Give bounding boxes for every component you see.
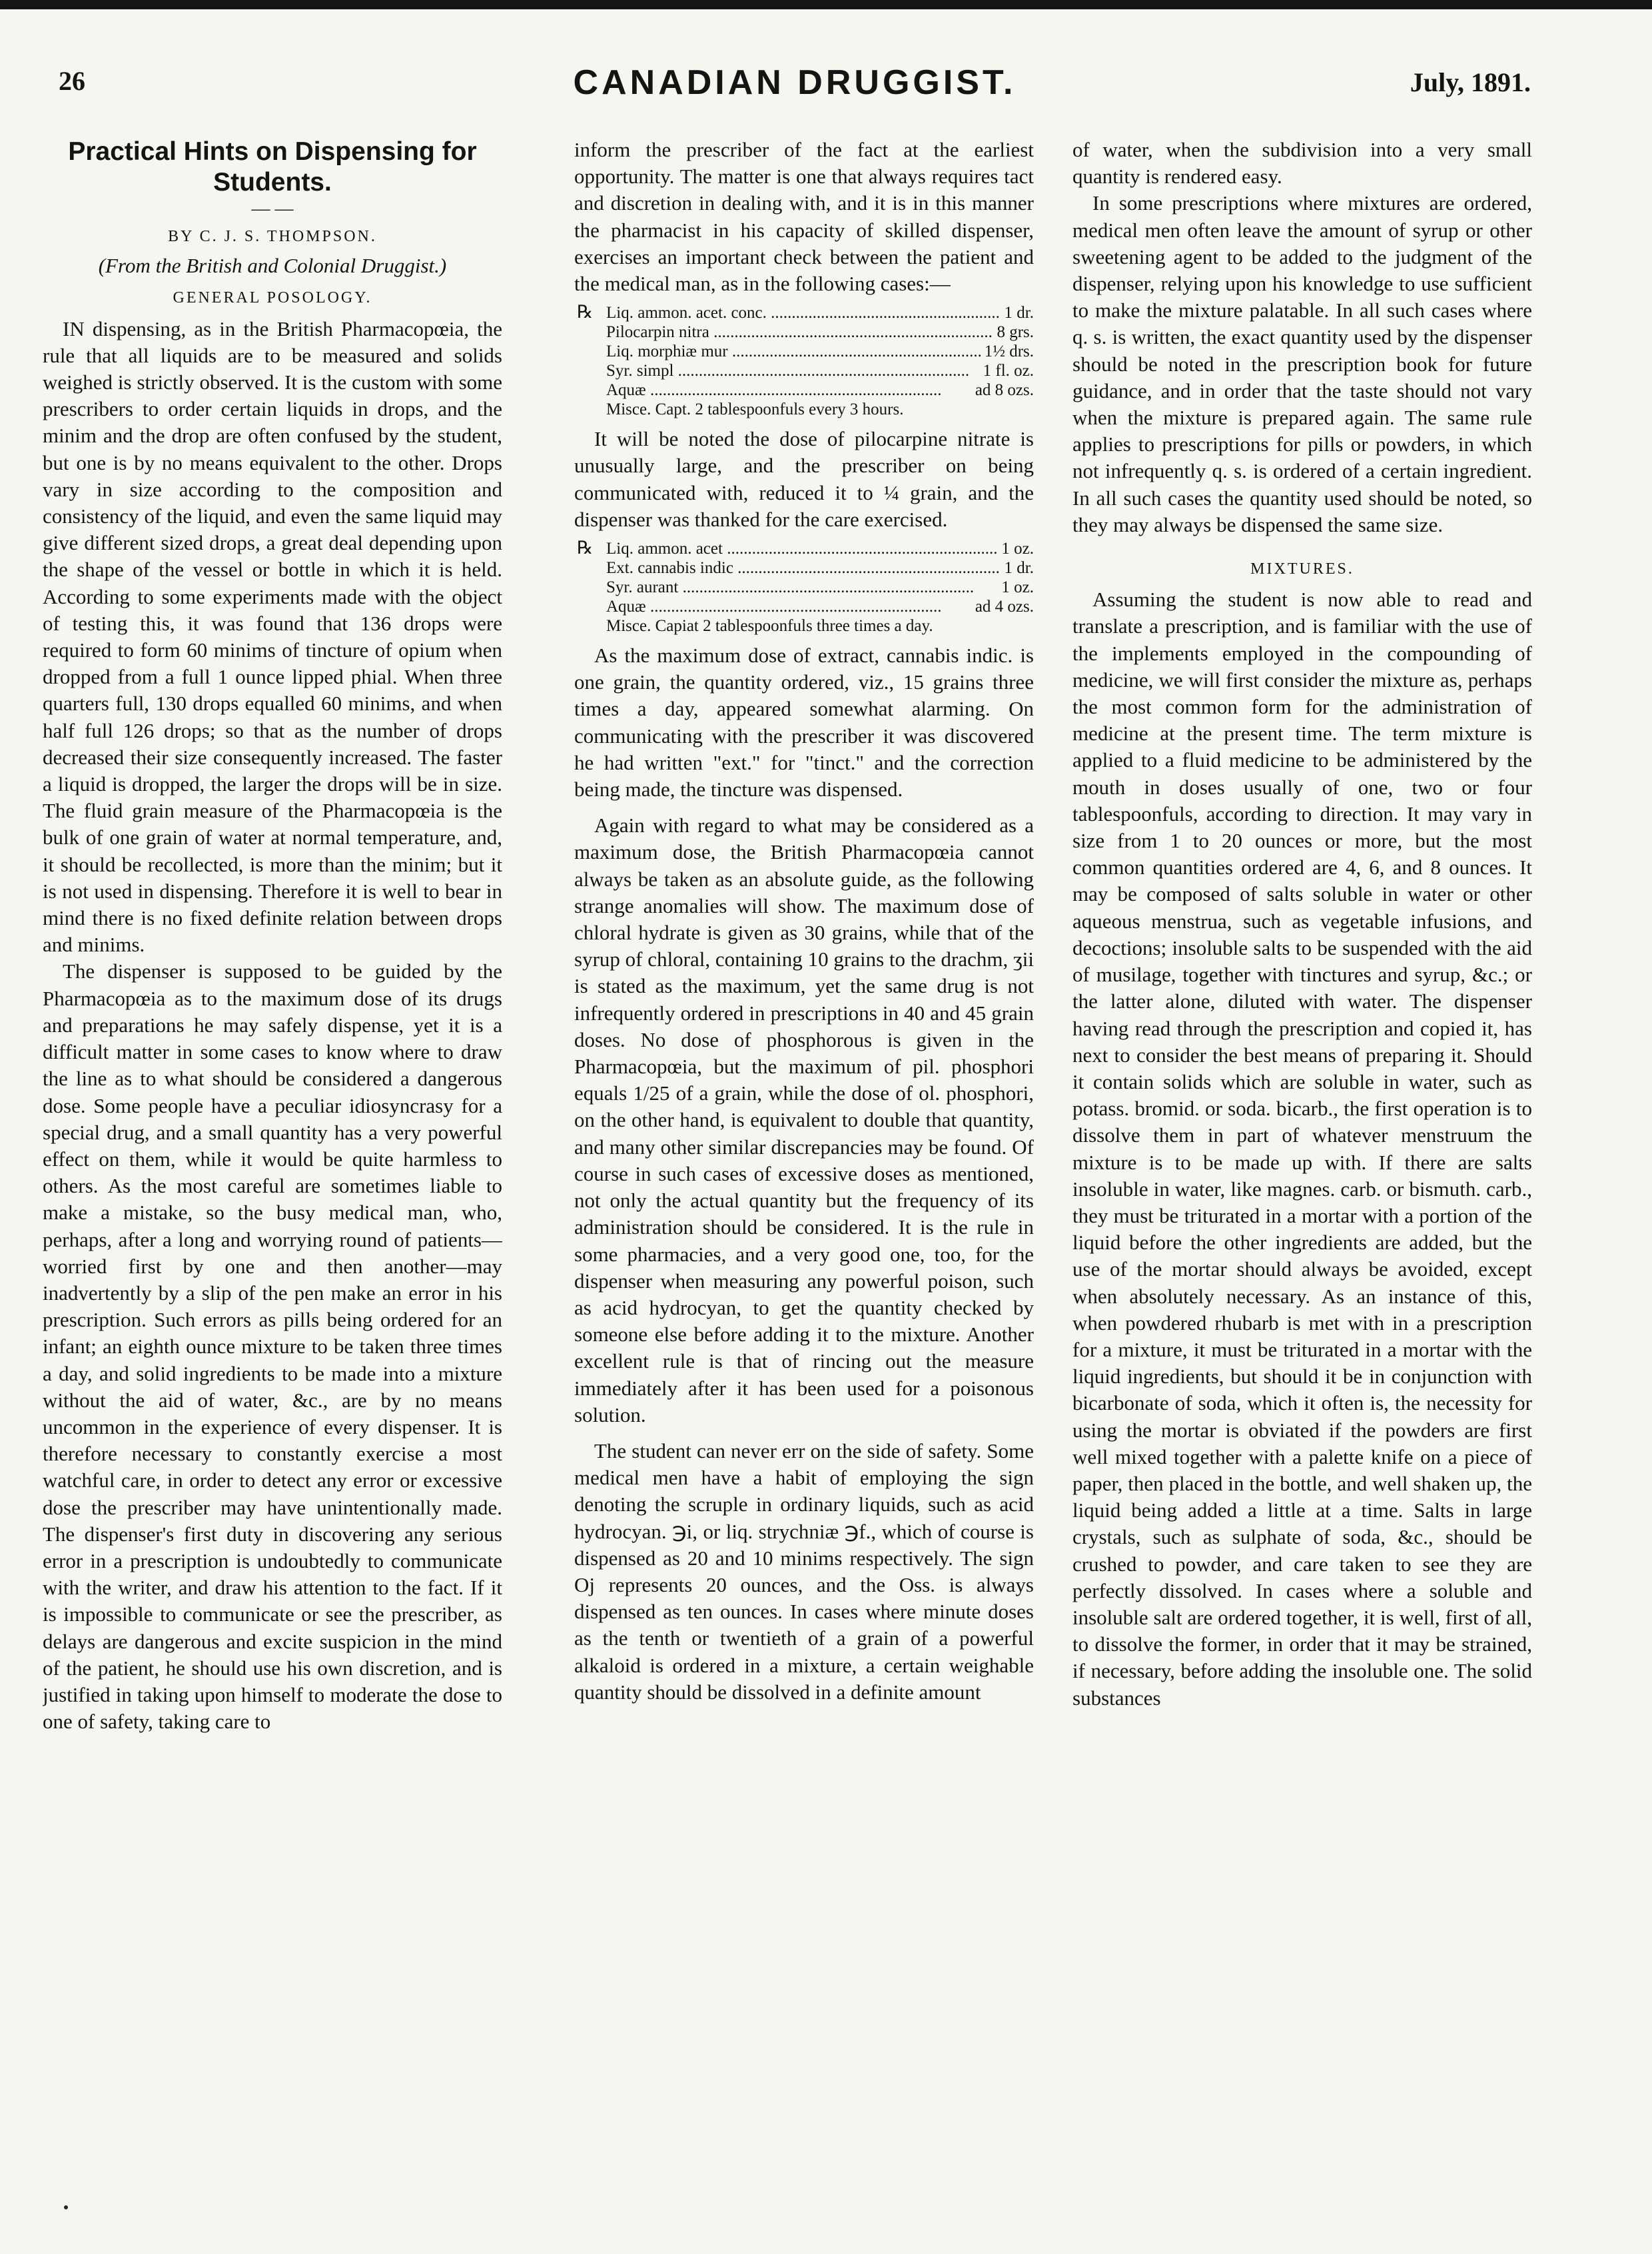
column-2 (574, 137, 1034, 2189)
title-divider: — — (251, 199, 294, 219)
paragraph: The student can never err on the side of safety. Some medical men have a habit of employing the sign denoting the scruple in ordinary liquids, such as acid hydrocyan. ℈i, or liq. strychniæ ℈f., which of course is dispensed as 20 and 10 minims respectively. The sign Oj represents 20 ounces, and the Oss. is always dispensed as ten ounces. In cases where minute doses as the tenth or twentieth of a grain of a powerful alkaloid is ordered in a mixture, a certain weighable quantity should be dissolved in a definite amount (574, 1438, 1034, 1704)
paragraph: In some prescriptions where mixtures are ordered, medical men often leave the amount of syrup or other sweetening agent to be added to the judgment of the dispenser, relying upon his knowledge to use sufficient to make the mixture palatable. In all such cases where q. s. is written, the exact quantity used by the dispenser should be noted in the prescription book for future guidance, and in order that the taste should not vary when the mixture is prepared again. The same rule applies to prescriptions for pills or powders, in which not infrequently q. s. is ordered of a certain ingredient. In all such cases the quantity used should be noted, so they may always be dispensed the same size. (1072, 191, 1532, 536)
prescription-1 (574, 302, 1034, 419)
column-1 (43, 137, 502, 2189)
rx-ingredient: Liq. ammon. acet ..... (606, 539, 997, 558)
margin-mark (64, 2205, 68, 2209)
rx-line (577, 558, 1034, 578)
rx-ingredient: Syr. aurant ..... (606, 578, 997, 597)
rx-line (577, 538, 1034, 558)
journal-title: CANADIAN DRUGGIST. (573, 63, 1017, 102)
article-byline: BY C. J. S. THOMPSON. (168, 228, 377, 245)
rx-line (577, 342, 1034, 361)
rx-amount: 1 oz. (1001, 540, 1034, 558)
article-source: (From the British and Colonial Druggist.) (98, 254, 447, 278)
rx-ingredient: Aquæ ..... (606, 597, 971, 616)
top-edge-rule (0, 0, 1652, 9)
section-heading-mixtures: MIXTURES. (1250, 560, 1354, 578)
rx-amount: 1 dr. (1004, 304, 1034, 322)
rx-amount: 1 dr. (1004, 559, 1034, 578)
rx-line (577, 380, 1034, 400)
paragraph: Assuming the student is now able to read and translate a prescription, and is familiar with the use of the implements employed in the compounding of medicine, we will first consider the mixture as, perhaps the most common form for the administration of medicine at the present time. The term mixture is applied to a fluid medicine to be administered by the mouth in doses usually of one, two or four tablespoonfuls, according to direction. It may vary in size from 1 to 20 ounces or more, but the most common quantities ordered are 4, 6, and 8 ounces. It may be composed of salts soluble in water or other aqueous menstrua, such as vegetable infusions, and decoctions; insoluble salts to be suspended with the aid of musilage, together with tinctures and syrup, &c.; or the latter alone, diluted with water. The dispenser having read through the prescription and copied it, has next to consider the best means of preparing it. Should it contain solids which are soluble in water, such as potass. bromid. or soda. bicarb., the first operation is to dissolve them in part of whatever menstruum the mixture is to be made up with. If there are salts insoluble in water, like magnes. carb. or bismuth. carb., they must be triturated in a mortar with a portion of the liquid before the other ingredients are added, but the use of the mortar should always be avoided, except when absolutely necessary. As an instance of this, when powdered rhubarb is met with in a prescription for a mixture, it must be triturated in a mortar with the liquid ingredients, but should it be in conjunction with bicarbonate of soda, which it often is, the necessity for using the mortar is obviated if the powders are first well mixed together with a palette knife on a piece of paper, then placed in the bottle, and well shaken up, the liquid being added a little at a time. Salts in large crystals, such as sulphate of soda, &c., should be crushed to powder, and care taken to see they are perfectly dissolved. In cases where a soluble and insoluble salt are ordered together, it is well, first of all, to dissolve the former, in order that it may be strained, if necessary, before adding the insoluble one. The solid substances (1072, 588, 1532, 1710)
rx-line (577, 361, 1034, 380)
rx-ingredient: Ext. cannabis indic ..... (606, 558, 1001, 578)
rx-line (577, 597, 1034, 616)
rx-ingredient: Liq. morphiæ mur ..... (606, 342, 981, 361)
paragraph: inform the prescriber of the fact at the earliest opportunity. The matter is one that always requires tact and discretion in dealing with, and it is in this manner the pharmacist in his capacity of skilled dispenser, exercises an important check between the patient and the medical man, as in the following cases:— (574, 138, 1034, 296)
rx-ingredient: Liq. ammon. acet. conc. ..... (606, 303, 1001, 322)
page-header (59, 65, 1531, 105)
rx-amount: ad 8 ozs. (975, 381, 1034, 400)
rx-ingredient: Aquæ ..... (606, 380, 971, 400)
article-title: Practical Hints on Dispensing for Students. (68, 137, 477, 197)
rx-ingredient: Pilocarpin nitra ..... (606, 322, 993, 342)
paragraph: It will be noted the dose of pilocarpine nitrate is unusually large, and the prescriber on being communicated with, reduced it to ¼ grain, and the dispenser was thanked for the care exercised. (574, 427, 1034, 531)
rx-line (577, 578, 1034, 597)
recipe-symbol: ℞ (577, 302, 594, 322)
rx-amount: 8 grs. (997, 323, 1034, 342)
paragraph: of water, when the subdivision into a very small quantity is rendered easy. (1072, 138, 1532, 189)
rx-amount: ad 4 ozs. (975, 598, 1034, 616)
paragraph: IN dispensing, as in the British Pharmacopœia, the rule that all liquids are to be measured and solids weighed is strictly observed. It is the custom with some prescribers to order certain liquids in drops, and the minim and the drop are often confused by the student, but one is by no means equivalent to the other. Drops vary in size according to the composition and consistency of the liquid, and even the same liquid may give different sized drops, a great deal depending upon the shape of the vessel or bottle in which it is held. According to some experiments made with the object of testing this, it was found that 136 drops were required to form 60 minims of tincture of opium when dropped from a full 1 ounce lipped phial. When three quarters full, 130 drops equalled 60 minims, and when half full 126 drops; so that as the number of drops decreased their size consequently increased. The faster a liquid is dropped, the larger the drops will be in size. The fluid grain measure of the Pharmacopœia is the bulk of one grain of water at normal temperature, and, it should be recollected, is more than the minim; but it is not used in dispensing. Therefore it is well to bear in mind there is no fixed definite relation between drops and minims. (43, 316, 502, 957)
issue-date: July, 1891. (1410, 67, 1531, 97)
rx-ingredient: Syr. simpl ..... (606, 361, 979, 380)
rx-directions: Misce. Capiat 2 tablespoonfuls three times a day. (606, 617, 933, 636)
paragraph: As the maximum dose of extract, cannabis indic. is one grain, the quantity ordered, viz., 15 grains three times a day, appeared somewhat alarming. On communicating with the prescriber it was discovered he had written "ext." for "tinct." and the correction being made, the tincture was dispensed. (574, 644, 1034, 802)
rx-line (577, 322, 1034, 342)
rx-line (577, 302, 1034, 322)
rx-amount: 1 fl. oz. (983, 362, 1034, 380)
column-3 (1072, 137, 1532, 2189)
recipe-symbol: ℞ (577, 538, 594, 558)
prescription-2 (574, 538, 1034, 636)
paragraph: The dispenser is supposed to be guided by the Pharmacopœia as to the maximum dose of its drugs and preparations he may safely dispense, yet it is a difficult matter in some cases to know where to draw the line as to what should be considered a dangerous dose. Some people have a peculiar idiosyncrasy for a special drug, and a small quantity has a very powerful effect on them, while it would be quite harmless to others. As the most careful are sometimes liable to make a mistake, so the busy medical man, who, perhaps, after a long and worrying round of patients—worried first by one and then another—may inadvertently by a slip of the pen make an error in his prescription. Such errors as pills being ordered for an infant; an eighth ounce mixture to be taken three times a day, and solid ingredients to be made into a mixture without the aid of water, &c., are by no means uncommon in the experience of every dispenser. It is therefore necessary to constantly exercise a most watchful care, in order to detect any error or excessive dose the prescriber may have unintentionally made. The dispenser's first duty in discovering any serious error in a prescription is undoubtedly to communicate with the writer, and draw his attention to the fact. If it is impossible to communicate or see the prescriber, as delays are dangerous and excite suspicion in the mind of the patient, he should use his own discretion, and is justified in taking upon himself to moderate the dose to one of safety, taking care to (43, 959, 502, 1734)
section-heading-posology: GENERAL POSOLOGY. (173, 289, 372, 307)
rx-amount: 1½ drs. (984, 342, 1034, 361)
paragraph: Again with regard to what may be considered as a maximum dose, the British Pharmacopœia cannot always be taken as an absolute guide, as the following strange anomalies will show. The maximum dose of chloral hydrate is given as 30 grains, while that of the syrup of chloral, containing 10 grains to the drachm, ʒii is stated as the maximum, yet the same drug is not infrequently ordered in prescriptions in 40 and 45 grain doses. No dose of phosphorous is given in the Pharmacopœia, but the maximum of pil. phosphori equals 1/25 of a grain, while the dose of ol. phosphori, on the other hand, is equivalent to double that quantity, and many other similar discrepancies may be found. Of course in such cases of excessive doses as mentioned, not only the actual quantity but the frequency of its administration should be considered. It is the rule in some pharmacies, and a very good one, too, for the dispenser when measuring any powerful poison, such as acid hydrocyan, to get the quantity checked by someone else before adding it to the mixture. Another excellent rule is that of rincing out the measure immediately after it has been used for a poisonous solution. (574, 814, 1034, 1426)
page-number: 26 (59, 66, 85, 96)
rx-amount: 1 oz. (1001, 578, 1034, 597)
rx-directions: Misce. Capt. 2 tablespoonfuls every 3 hours. (606, 400, 904, 419)
